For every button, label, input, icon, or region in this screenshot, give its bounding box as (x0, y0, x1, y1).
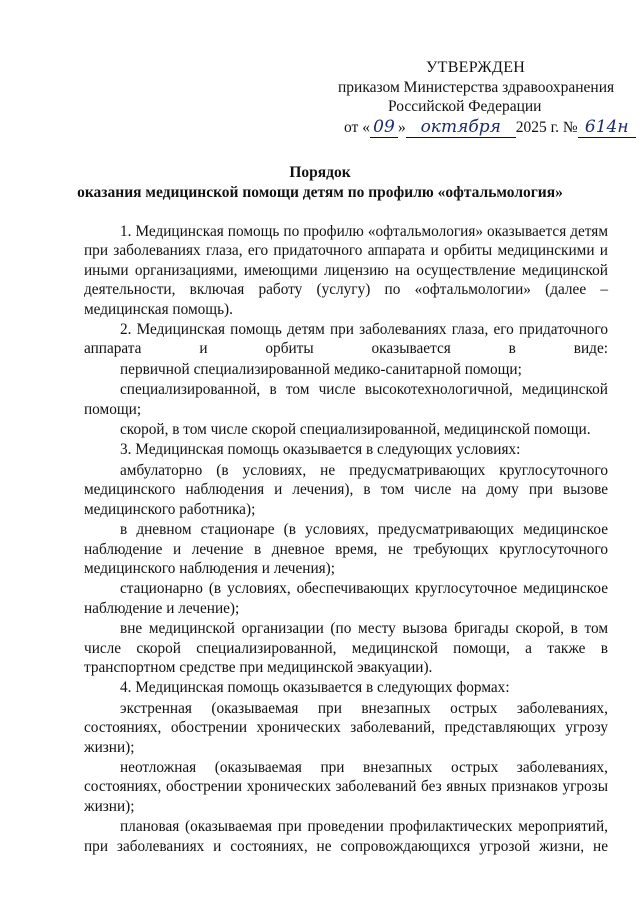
paragraph-5: скорой, в том числе скорой специализированной, медицинской помощи. (120, 421, 591, 439)
paragraph-11: 4. Медицинская помощь оказывается в следующих формах: (120, 679, 510, 697)
paragraph-2: 2. Медицинская помощь детям при заболеваниях глаза, его придаточного аппарата и орбиты оказывается в виде: (84, 321, 608, 358)
approval-date-line (344, 118, 636, 138)
paragraph-8: в дневном стационаре (в условиях, предусматривающих медицинское наблюдение и лечение в дневное время, не требующих круглосуточного медицинского наблюдения и лечения); (84, 521, 608, 577)
approval-title: УТВЕРЖДЕН (426, 59, 526, 76)
date-year: 2025 г. № (515, 119, 578, 136)
paragraph-13: неотложная (оказываемая при внезапных острых заболеваниях, состояниях, обострении хронических заболеваний без явных признаков угрозы жизни); (84, 758, 608, 815)
document-body (84, 222, 608, 856)
document-subtitle: оказания медицинской помощи детям по профилю «офтальмология» (77, 184, 563, 201)
approval-line-1: приказом Министерства здравоохранения (338, 79, 615, 96)
date-month: октября (406, 118, 516, 138)
paragraph-1: 1. Медицинская помощь по профилю «офтальмология» оказывается детям при заболеваниях глаза, его придаточного аппарата и орбиты медицинскими и иными организациями, имеющими лицензию на осуществление медицинской деятельности, включая работу (услугу) по «офтальмологии» (далее – медицинская помощь). (84, 223, 608, 318)
date-mid: » (397, 119, 406, 136)
approval-line-2: Российской Федерации (388, 98, 542, 115)
paragraph-6: 3. Медицинская помощь оказывается в следующих условиях: (120, 441, 521, 459)
paragraph-4: специализированной, в том числе высокотехнологичной, медицинской помощи; (84, 381, 608, 418)
paragraph-7: амбулаторно (в условиях, не предусматривающих круглосуточного медицинского наблюдения и лечения), в том числе на дому при вызове медицинского работника); (84, 461, 608, 518)
date-prefix: от « (344, 119, 370, 136)
order-number: 614н (578, 118, 636, 138)
paragraph-12: экстренная (оказываемая при внезапных острых заболеваниях, состояниях, обострении хронических заболеваний, представляющих угрозу жизни); (84, 699, 608, 756)
paragraph-10: вне медицинской организации (по месту вызова бригады скорой, в том числе скорой специализированной, медицинской помощи, а также в транспортном средстве при медицинской эвакуации). (84, 620, 608, 676)
paragraph-14: плановая (оказываемая при проведении профилактических мероприятий, при заболеваниях и состояниях, не сопровождающихся угрозой жизни, не (84, 818, 608, 855)
paragraph-9: стационарно (в условиях, обеспечивающих круглосуточное медицинское наблюдение и лечение); (84, 580, 608, 617)
document-title: Порядок (289, 164, 351, 181)
paragraph-3: первичной специализированной медико-санитарной помощи; (120, 360, 522, 378)
date-day: 09 (370, 118, 398, 138)
